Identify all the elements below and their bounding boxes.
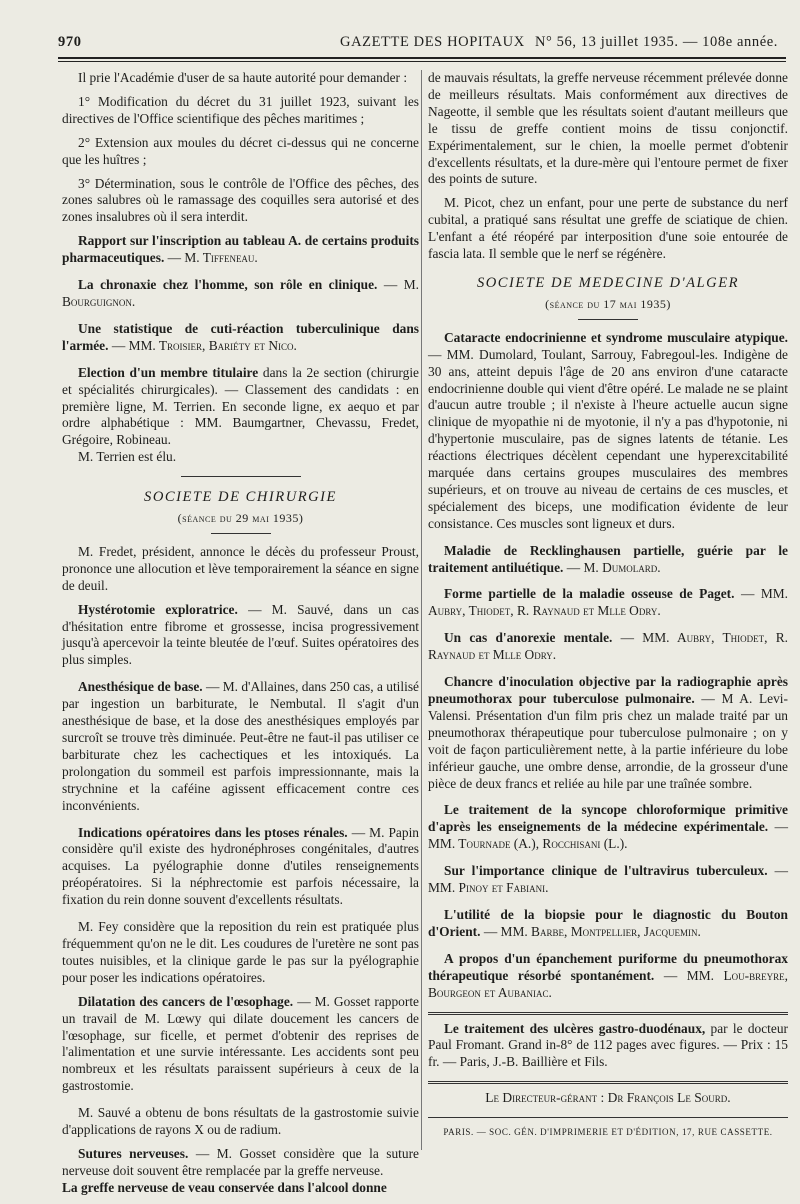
item-title: Forme partielle de la maladie osseuse de Paget. xyxy=(444,586,735,602)
item-text: — M. Gosset considère que la suture nerveuse doit souvent être remplacée par la greffe nerveuse. xyxy=(62,1145,420,1178)
item-authors: — MM. Barbe, Montpellier, Jacquemin. xyxy=(483,923,701,939)
item-text: — M. d'Allaines, dans 250 cas, a utilisé par ingestion un barbiturate, le Nembutal. Il s'agit d'un anesthésique de base, et la dose des anesthésiques employés par surcroît se trouve très diminuée. Peut-être ne faut-il pas utiliser ce barbiturate chez les cachectiques et les intoxiqués. La prolongation du sommeil est parfois impressionnante, mais la strychnine et la caféine agissent efficacement contre ces inconvénients. xyxy=(62,679,419,813)
paragraph: 1° Modification du décret du 31 juillet 1923, suivant les directives de l'Office scientifique des pêches maritimes ; xyxy=(62,93,419,126)
communication-item xyxy=(428,586,788,620)
issue-info: N° 56, 13 juillet 1935. — 108e année. xyxy=(534,34,778,50)
header-rule xyxy=(58,57,786,59)
item-text: — M. Papin considère qu'il existe des hydronéphroses congénitales, d'autres acquises. La pyélographie donne d'utiles renseignements préopératoires. Si la néphrectomie est parfois nécessaire, la fixation du rein donne souvent d'excellents résultats. xyxy=(62,824,419,908)
item-title: Cataracte endocrinienne et syndrome musculaire atypique. xyxy=(444,329,788,345)
columns xyxy=(58,70,789,1195)
election-text: dans la 2e section (chirurgie et spécialités chirurgicales). — Classement des candidats : en première ligne, M. Terrien. En seconde ligne, ex aequo et par ordre alphabétique : MM. Baumgartner, Chevassu, Fredet, Grégoire, Robineau. xyxy=(62,364,419,448)
item-title: A propos d'un épanchement puriforme du pneumothorax thérapeutique résorbé spontanément. xyxy=(428,950,788,983)
election-title: Election d'un membre titulaire xyxy=(78,364,259,380)
item-text: — MM. Dumolard, Toulant, Sarrouy, Fabregoul-les. Indigène de 30 ans, atteint depuis l'âge de 20 ans environ d'une cataracte endocrinienne double qui vient d'être opéré. Le malade ne se plaint d'aucun autre trouble ; il n'existe à l'heure actuelle aucun signe clinique de myopathie ni de myotonie, il n'y a pas d'hypotonie, ni d'hypertonie musculaire, pas de signes latents de tétanie. Les réactions électriques décèlent cependant une hyperexcitabilité marquée dans certains groupes musculaires des membres supérieurs, et on trouve au niveau de certains de ces muscles, et spécialement des biceps, une modification évidente de leur consistance. Ces muscles sont ligneux et durs. xyxy=(428,346,788,531)
communication-item xyxy=(62,233,419,267)
page-number: 970 xyxy=(58,34,82,50)
header-rule-thin xyxy=(58,61,786,62)
item-authors: — MM. Tournade (A.), Rocchisani (L.). xyxy=(428,819,788,852)
communication-item xyxy=(62,602,419,670)
item-title: Sutures nerveuses. xyxy=(78,1145,189,1161)
paragraph: M. Picot, chez un enfant, pour une perte de substance du nerf cubital, a pratiqué sans résultat une greffe de sciatique de chien. L'enfant a été réopéré par interposition d'une soie entourée de fascia lata. Il semble que le nerf se régénère. xyxy=(428,195,788,262)
section-rule xyxy=(578,319,638,320)
section-heading xyxy=(428,275,788,313)
item-title: Le traitement de la syncope chloroformique primitive d'après les enseignements de la médecine expérimentale. xyxy=(428,802,788,835)
item-title: Un cas d'anorexie mentale. xyxy=(444,630,613,646)
section-rule xyxy=(181,476,301,477)
communication-item xyxy=(62,679,419,814)
item-authors: — MM. Aubry, Thiodet, R. Raynaud et Mlle Odry. xyxy=(428,586,789,619)
right-column xyxy=(428,70,788,1141)
communication-item xyxy=(428,630,788,664)
section-rule xyxy=(428,1012,788,1015)
footer-rule xyxy=(428,1117,788,1118)
item-authors: — MM. Troisier, Bariéty et Nico. xyxy=(111,337,297,353)
item-text: — M. Gosset rapporte un travail de M. Lœwy qui dilate doucement les cancers de l'œsophage, sur ficelle, et permet d'obtenir des reprises de l'alimentation et une survie intéressante. Les accidents sont peu nombreux et les résultats paraissent supérieurs à ceux de la gastrostomie. xyxy=(62,993,419,1094)
book-title: Le traitement des ulcères gastro-duodénaux, xyxy=(444,1020,706,1036)
item-title: Sur l'importance clinique de l'ultravirus tuberculeux. xyxy=(444,863,768,879)
communication-item xyxy=(62,277,419,311)
item-title: La chronaxie chez l'homme, son rôle en clinique. xyxy=(78,277,378,293)
paragraph: de mauvais résultats, la greffe nerveuse récemment prélevée donne de meilleurs résultats. Mais conformément aux directives de Nageotte, il semble que les résultats soient d'autant meilleurs que le tissu de greffe contient moins de tissu conjonctif. Expérimentalement, sur le chien, la moelle permet d'obtenir d'excellents résultats, et la dure-mère qui l'entoure permet de fixer des points de suture. xyxy=(428,70,788,187)
communication-item xyxy=(62,994,419,1095)
paragraph: M. Fredet, président, annonce le décès du professeur Proust, prononce une allocution et lève temporairement la séance en signe de deuil. xyxy=(62,543,419,593)
item-title: Hystérotomie exploratrice. xyxy=(78,601,238,617)
printer-line: PARIS. — SOC. GÉN. D'IMPRIMERIE ET D'ÉDITION, 17, RUE CASSETTE. xyxy=(443,1127,773,1138)
item-authors: — MM. Aubry, Thiodet, R. Raynaud et Mlle Odry. xyxy=(428,630,788,663)
item-authors: — MM. Pinoy et Fabiani. xyxy=(428,863,788,896)
communication-item xyxy=(62,321,419,355)
section-rule xyxy=(428,1081,788,1084)
communication-item xyxy=(428,674,788,792)
paragraph: 2° Extension aux moules du décret ci-dessus qui ne concerne que les huîtres ; xyxy=(62,134,419,167)
book-notice xyxy=(428,1021,788,1072)
paragraph: M. Sauvé a obtenu de bons résultats de la gastrostomie suivie d'applications de rayons X ou de radium. xyxy=(62,1105,419,1138)
journal-title: GAZETTE DES HOPITAUX xyxy=(340,34,525,50)
page-header xyxy=(58,34,786,56)
item-title: Indications opératoires dans les ptoses rénales. xyxy=(78,824,348,840)
column-divider xyxy=(421,70,422,1150)
paragraph: 3° Détermination, sous le contrôle de l'Office des pêches, des zones salubres où le ramassage des coquilles sera autorisé et des zones insalubres où il sera interdit. xyxy=(62,175,419,225)
communication-item xyxy=(62,825,419,910)
communication-item xyxy=(428,951,788,1002)
section-heading xyxy=(62,489,419,527)
item-title: Une statistique de cuti-réaction tuberculinique dans l'armée. xyxy=(62,320,419,353)
section-name: SOCIETE DE MEDECINE D'ALGER xyxy=(476,274,740,291)
election-result: M. Terrien est élu. xyxy=(78,449,177,465)
item-title: Anesthésique de base. xyxy=(78,679,203,695)
communication-item xyxy=(428,802,788,853)
item-authors: — M. Bourguignon. xyxy=(62,277,419,309)
item-authors: — MM. Lou-breyre, Bourgeon et Aubaniac. xyxy=(428,967,788,1000)
item-title: Chancre d'inoculation objective par la radiographie après pneumothorax pour tuberculose pulmonaire. xyxy=(428,674,788,706)
item-title: L'utilité de la biopsie pour le diagnostic du Bouton d'Orient. xyxy=(428,906,788,939)
section-rule xyxy=(211,533,271,534)
item-authors: — M. Tiffeneau. xyxy=(167,250,258,266)
section-date: (séance du 17 mai 1935) xyxy=(545,296,671,311)
manager-signature: Le Directeur-gérant : Dr François Le Sourd. xyxy=(485,1090,731,1106)
book-text: par le docteur Paul Fromant. Grand in-8° de 112 pages avec figures. — Prix : 15 fr. — Paris, J.-B. Baillière et Fils. xyxy=(428,1020,788,1070)
item-title: Maladie de Recklinghausen partielle, guérie par le traitement antiluétique. xyxy=(428,542,788,575)
item-text: — M. Sauvé, dans un cas d'hésitation entre fibrome et grossesse, incisa progressivement jusqu'à apercevoir la teinte bleutée de l'œuf. Suites opératoires des plus simples. xyxy=(62,601,419,668)
communication-item xyxy=(428,907,788,941)
election-paragraph xyxy=(62,365,419,450)
paragraph: M. Fey considère que la reposition du rein est pratiquée plus fréquemment qu'on ne le dit. Les coudures de l'uretère ne sont pas toutes nuisibles, et la clinique garde le pas sur la pyélographie pour poser les indications opératoires. xyxy=(62,919,419,985)
item-text: — M A. Levi-Valensi. Présentation d'un film pris chez un malade traité par un pneumothorax thérapeutique pour tuberculose pulmonaire ; on y voit de façon particulièrement nette, à la partie inférieure du lobe inférieur gauche, une ombre dense, arrondie, de la grosseur d'une pièce de deux francs et reliée au hile par une traînée sombre. xyxy=(428,691,788,791)
greffe-line: La greffe nerveuse de veau conservée dans l'alcool donne xyxy=(62,1179,387,1195)
communication-item xyxy=(62,1146,419,1180)
item-title: Dilatation des cancers de l'œsophage. xyxy=(78,993,294,1009)
communication-item xyxy=(428,330,788,533)
communication-item xyxy=(428,863,788,897)
paragraph: Il prie l'Académie d'user de sa haute autorité pour demander : xyxy=(78,70,408,85)
item-title: Rapport sur l'inscription au tableau A. de certains produits pharmaceutiques. xyxy=(62,233,419,266)
section-date: (séance du 29 mai 1935) xyxy=(177,511,304,526)
communication-item xyxy=(428,543,788,577)
section-name: SOCIETE DE CHIRURGIE xyxy=(144,489,337,506)
left-column xyxy=(62,70,419,1204)
item-authors: — M. Dumolard. xyxy=(566,559,661,575)
